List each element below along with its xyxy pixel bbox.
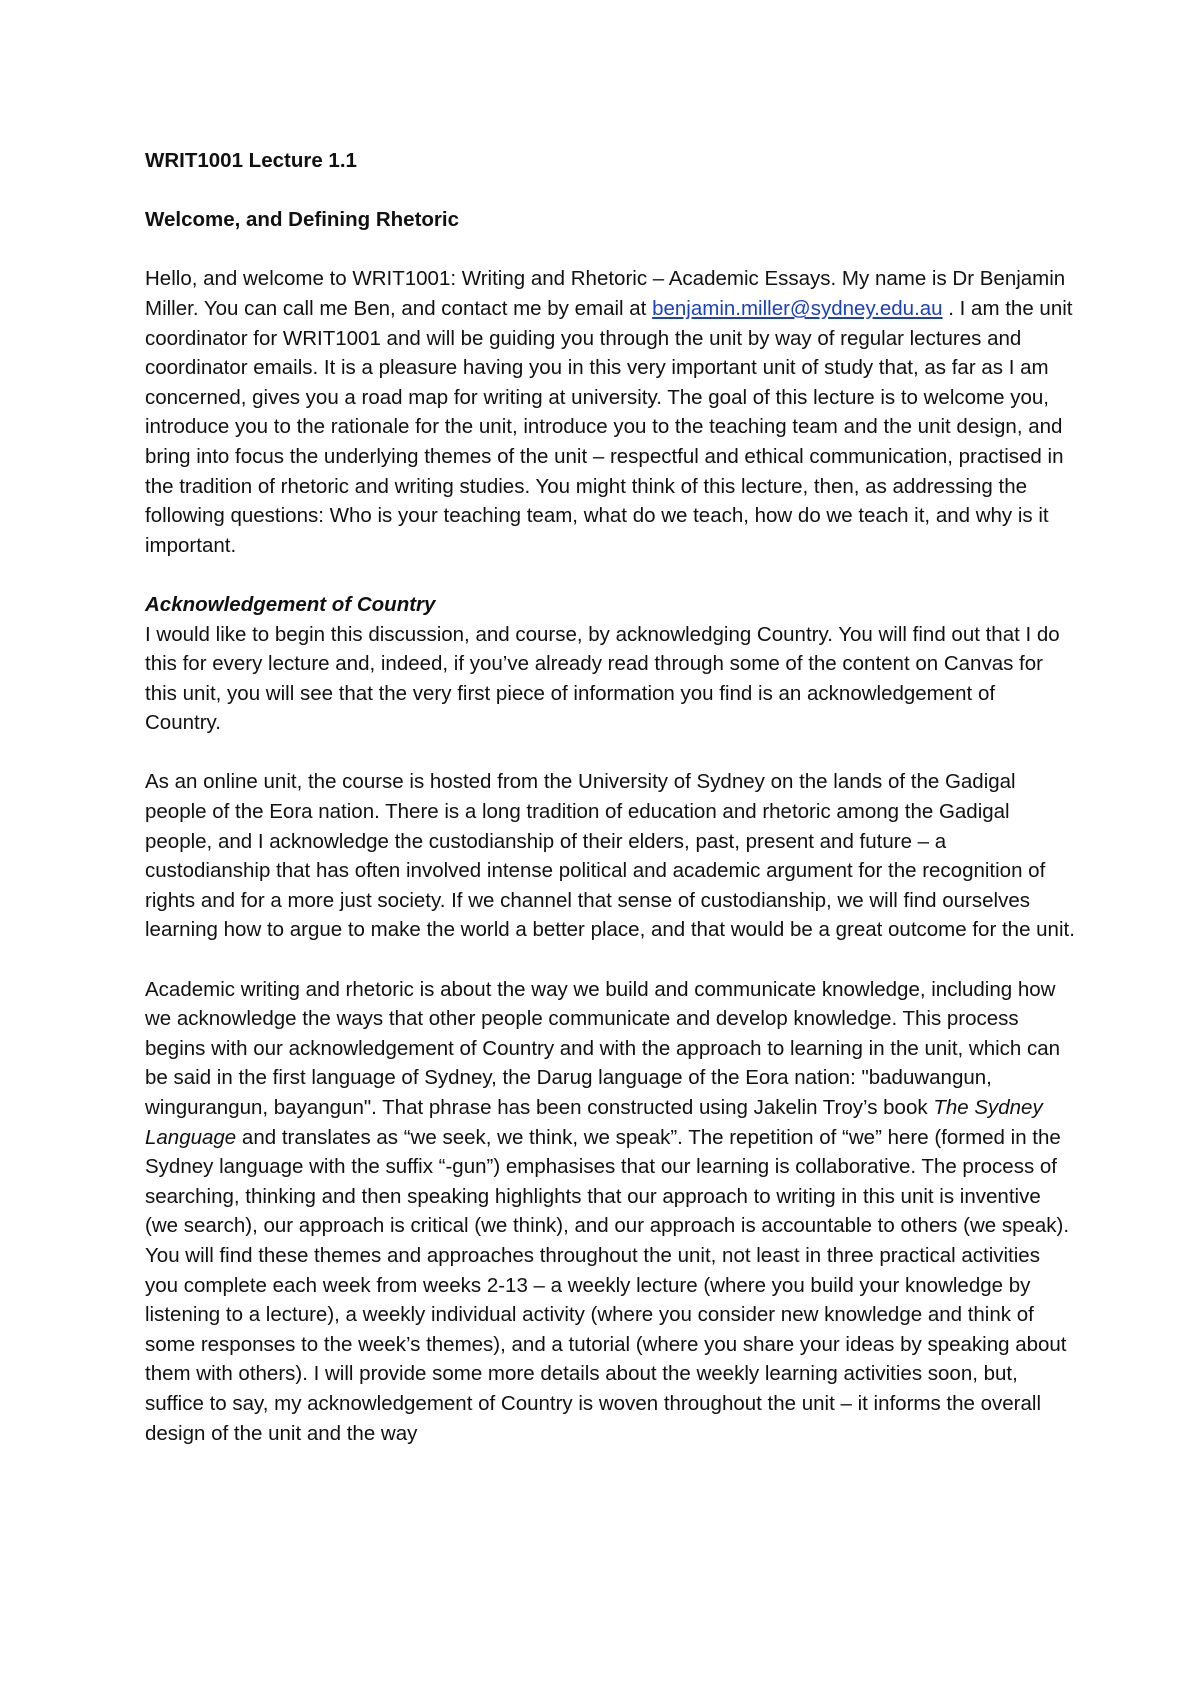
online-unit-paragraph: As an online unit, the course is hosted from the University of Sydney on the lands of the Gadigal people of the Eora nation. There is a long tradition of education and rhetoric among the Gadigal people, and I acknowledge the custodianship of their elders, past, present and future – a custodianship that has often involved intense political and academic argument for the recognition of rights and for a more just society. If we channel that sense of custodianship, we will find ourselves learning how to argue to make the world a better place, and that would be a great outcome for the unit. bbox=[145, 770, 1075, 942]
intro-text-start: Hello, and welcome to WRIT1001: Writing and Rhetoric – Academic Essays. My name is Dr Benjamin Miller. You can call me Ben, and contact me by email at bbox=[145, 267, 1066, 320]
section-heading: Acknowledgement of Country bbox=[145, 592, 436, 616]
intro-text-end: . I am the unit coordinator for WRIT1001 and will be guiding you through the unit by way of regular lectures and coordinator emails. It is a pleasure having you in this very important unit of study that, as far as I am concerned, gives you a road map for writing at university. The goal of this lecture is to welcome you, introduce you to the rationale for the unit, introduce you to the teaching team and the unit design, and bring into focus the underlying themes of the unit – respectful and ethical communication, practised in the tradition of rhetoric and writing studies. You might think of this lecture, then, as addressing the following questions: Who is your teaching team, what do we teach, how do we teach it, and why is it important. bbox=[145, 296, 1073, 557]
paragraph-text-start: Academic writing and rhetoric is about the way we build and communicate knowledge, including how we acknowledge the ways that other people communicate and develop knowledge. This process begins with our acknowledgement of Country and with the approach to learning in the unit, which can be said in the first language of Sydney, the Darug language of the Eora nation: "baduwangun, wingurangun, bayangun". That phrase has been constructed using Jakelin Troy’s book bbox=[145, 977, 1061, 1119]
intro-paragraph bbox=[145, 264, 1075, 560]
spacer bbox=[145, 235, 1075, 265]
academic-writing-paragraph bbox=[145, 975, 1075, 1449]
paragraph-text-end: and translates as “we seek, we think, we speak”. The repetition of “we” here (formed in the Sydney language with the suffix “-gun”) emphasises that our learning is collaborative. The process of searching, thinking and then speaking highlights that our approach to writing in this unit is inventive (we search), our approach is critical (we think), and our approach is accountable to others (we speak). You will find these themes and approaches throughout the unit, not least in three practical activities you complete each week from weeks 2-13 – a weekly lecture (where you build your knowledge by listening to a lecture), a weekly individual activity (where you consider new knowledge and think of some responses to the week’s themes), and a tutorial (where you share your ideas by speaking about them with others). I will provide some more details about the weekly learning activities soon, but, suffice to say, my acknowledgement of Country is woven throughout the unit – it informs the overall design of the unit and the way bbox=[145, 1125, 1070, 1445]
document-page bbox=[145, 146, 1075, 1448]
acknowledgement-paragraph: I would like to begin this discussion, and course, by acknowledging Country. You will find out that I do this for every lecture and, indeed, if you’ve already read through some of the content on Canvas for this unit, you will see that the very first piece of information you find is an acknowledgement of Country. bbox=[145, 622, 1060, 735]
spacer bbox=[145, 176, 1075, 206]
spacer bbox=[145, 560, 1075, 590]
document-title: WRIT1001 Lecture 1.1 bbox=[145, 149, 357, 172]
spacer bbox=[145, 738, 1075, 768]
book-title: The Sydney Language bbox=[145, 1096, 1043, 1149]
spacer bbox=[145, 945, 1075, 975]
document-subtitle: Welcome, and Defining Rhetoric bbox=[145, 208, 459, 232]
email-link[interactable]: benjamin.miller@sydney.edu.au bbox=[652, 296, 943, 320]
